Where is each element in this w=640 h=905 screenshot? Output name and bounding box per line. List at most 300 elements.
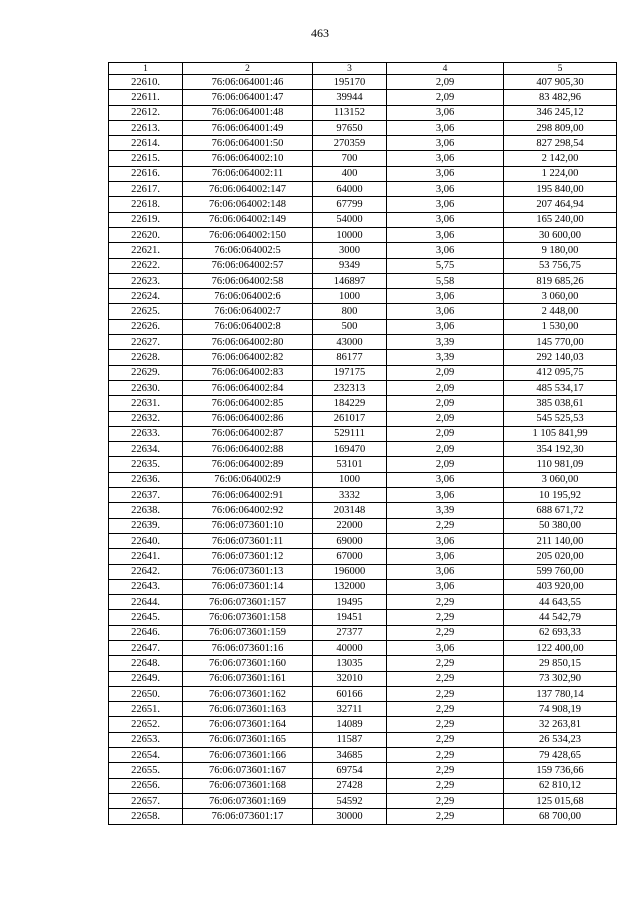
table-row — [109, 640, 617, 655]
table-cell: 3,06 — [387, 136, 504, 151]
table-cell: 122 400,00 — [504, 640, 617, 655]
table-cell: 22653. — [109, 732, 183, 747]
table-cell: 2,29 — [387, 671, 504, 686]
table-cell: 76:06:073601:13 — [183, 564, 313, 579]
table-cell: 22636. — [109, 472, 183, 487]
table-cell: 10 195,92 — [504, 488, 617, 503]
table-cell: 22647. — [109, 640, 183, 655]
table-cell: 86177 — [313, 350, 387, 365]
table-cell: 3 060,00 — [504, 289, 617, 304]
table-cell: 32010 — [313, 671, 387, 686]
table-cell: 22646. — [109, 625, 183, 640]
table-cell: 19451 — [313, 610, 387, 625]
table-cell: 40000 — [313, 640, 387, 655]
table-cell: 76:06:064002:86 — [183, 411, 313, 426]
table-cell: 3,06 — [387, 197, 504, 212]
table-cell: 14089 — [313, 717, 387, 732]
table-cell: 22639. — [109, 518, 183, 533]
table-cell: 76:06:064002:11 — [183, 166, 313, 181]
table-cell: 22628. — [109, 350, 183, 365]
table-cell: 22642. — [109, 564, 183, 579]
column-header: 1 — [109, 63, 183, 75]
table-row — [109, 518, 617, 533]
table-cell: 3,06 — [387, 472, 504, 487]
table-cell: 76:06:064002:88 — [183, 442, 313, 457]
table-cell: 2,29 — [387, 595, 504, 610]
table-row — [109, 120, 617, 135]
table-cell: 62 810,12 — [504, 778, 617, 793]
table-cell: 3,06 — [387, 120, 504, 135]
table-cell: 197175 — [313, 365, 387, 380]
table-cell: 137 780,14 — [504, 686, 617, 701]
table-cell: 22610. — [109, 75, 183, 90]
table-cell: 22618. — [109, 197, 183, 212]
table-row — [109, 227, 617, 242]
table-cell: 76:06:064002:58 — [183, 273, 313, 288]
table-row — [109, 289, 617, 304]
table-cell: 67000 — [313, 549, 387, 564]
table-cell: 165 240,00 — [504, 212, 617, 227]
table-cell: 76:06:073601:160 — [183, 656, 313, 671]
table-cell: 76:06:064002:149 — [183, 212, 313, 227]
table-cell: 22632. — [109, 411, 183, 426]
table-cell: 169470 — [313, 442, 387, 457]
table-cell: 76:06:064002:6 — [183, 289, 313, 304]
table-cell: 76:06:073601:159 — [183, 625, 313, 640]
table-cell: 688 671,72 — [504, 503, 617, 518]
table-cell: 800 — [313, 304, 387, 319]
table-cell: 22648. — [109, 656, 183, 671]
table-cell: 1 105 841,99 — [504, 426, 617, 441]
table-row — [109, 105, 617, 120]
table-cell: 76:06:064001:48 — [183, 105, 313, 120]
table-cell: 3,06 — [387, 105, 504, 120]
table-cell: 79 428,65 — [504, 748, 617, 763]
table-cell: 22638. — [109, 503, 183, 518]
table-cell: 529111 — [313, 426, 387, 441]
table-cell: 76:06:064002:57 — [183, 258, 313, 273]
table-row — [109, 579, 617, 594]
table-cell: 545 525,53 — [504, 411, 617, 426]
table-cell: 22619. — [109, 212, 183, 227]
table-cell: 22625. — [109, 304, 183, 319]
table-cell: 2,09 — [387, 442, 504, 457]
table-cell: 76:06:064002:85 — [183, 396, 313, 411]
table-cell: 5,58 — [387, 273, 504, 288]
table-cell: 3,06 — [387, 579, 504, 594]
table-cell: 29 850,15 — [504, 656, 617, 671]
table-cell: 3,06 — [387, 488, 504, 503]
table-cell: 26 534,23 — [504, 732, 617, 747]
table-cell: 1 530,00 — [504, 319, 617, 334]
table-row — [109, 533, 617, 548]
table-cell: 22655. — [109, 763, 183, 778]
table-cell: 3332 — [313, 488, 387, 503]
table-cell: 22649. — [109, 671, 183, 686]
table-cell: 3,39 — [387, 350, 504, 365]
table-cell: 3,06 — [387, 640, 504, 655]
table-cell: 22635. — [109, 457, 183, 472]
table-cell: 2,29 — [387, 748, 504, 763]
table-cell: 22612. — [109, 105, 183, 120]
header-row — [109, 63, 617, 75]
table-cell: 22614. — [109, 136, 183, 151]
table-cell: 22650. — [109, 686, 183, 701]
table-row — [109, 793, 617, 808]
table-cell: 22631. — [109, 396, 183, 411]
table-cell: 76:06:064002:147 — [183, 182, 313, 197]
table-cell: 2,29 — [387, 809, 504, 824]
table-cell: 22626. — [109, 319, 183, 334]
table-cell: 3,06 — [387, 151, 504, 166]
table-row — [109, 365, 617, 380]
table-row — [109, 258, 617, 273]
table-row — [109, 396, 617, 411]
table-cell: 76:06:073601:165 — [183, 732, 313, 747]
table-cell: 22627. — [109, 335, 183, 350]
table-row — [109, 335, 617, 350]
table-cell: 27428 — [313, 778, 387, 793]
table-cell: 76:06:064002:148 — [183, 197, 313, 212]
table-cell: 43000 — [313, 335, 387, 350]
table-row — [109, 457, 617, 472]
table-cell: 68 700,00 — [504, 809, 617, 824]
table-cell: 2,29 — [387, 717, 504, 732]
table-cell: 22613. — [109, 120, 183, 135]
table-cell: 76:06:064002:82 — [183, 350, 313, 365]
table-cell: 827 298,54 — [504, 136, 617, 151]
table-cell: 30000 — [313, 809, 387, 824]
table-cell: 2,09 — [387, 457, 504, 472]
table-cell: 22624. — [109, 289, 183, 304]
table-cell: 22641. — [109, 549, 183, 564]
table-cell: 76:06:073601:162 — [183, 686, 313, 701]
table-row — [109, 732, 617, 747]
table-cell: 50 380,00 — [504, 518, 617, 533]
table-row — [109, 273, 617, 288]
table-row — [109, 411, 617, 426]
table-cell: 19495 — [313, 595, 387, 610]
table-cell: 3,06 — [387, 564, 504, 579]
table-cell: 3,06 — [387, 319, 504, 334]
table-cell: 76:06:073601:12 — [183, 549, 313, 564]
table-cell: 3000 — [313, 243, 387, 258]
table-cell: 22630. — [109, 380, 183, 395]
table-cell: 2,29 — [387, 686, 504, 701]
column-header: 2 — [183, 63, 313, 75]
table-cell: 22640. — [109, 533, 183, 548]
table-row — [109, 610, 617, 625]
table-cell: 76:06:064001:50 — [183, 136, 313, 151]
table-body — [109, 75, 617, 825]
table-cell: 53 756,75 — [504, 258, 617, 273]
table-row — [109, 763, 617, 778]
table-row — [109, 778, 617, 793]
table-cell: 64000 — [313, 182, 387, 197]
table-row — [109, 75, 617, 90]
table-cell: 32711 — [313, 702, 387, 717]
table-cell: 22654. — [109, 748, 183, 763]
table-cell: 76:06:073601:167 — [183, 763, 313, 778]
table-row — [109, 319, 617, 334]
table-row — [109, 625, 617, 640]
table-row — [109, 166, 617, 181]
table-row — [109, 182, 617, 197]
table-cell: 113152 — [313, 105, 387, 120]
table-cell: 22637. — [109, 488, 183, 503]
table-cell: 819 685,26 — [504, 273, 617, 288]
table-cell: 346 245,12 — [504, 105, 617, 120]
table-cell: 2,09 — [387, 90, 504, 105]
table-cell: 39944 — [313, 90, 387, 105]
table-cell: 76:06:073601:168 — [183, 778, 313, 793]
table-cell: 76:06:073601:11 — [183, 533, 313, 548]
table-row — [109, 472, 617, 487]
table-cell: 76:06:064002:10 — [183, 151, 313, 166]
column-header: 3 — [313, 63, 387, 75]
table-cell: 2,09 — [387, 411, 504, 426]
table-cell: 76:06:073601:169 — [183, 793, 313, 808]
table-cell: 1 224,00 — [504, 166, 617, 181]
table-cell: 2,09 — [387, 426, 504, 441]
table-cell: 2,29 — [387, 793, 504, 808]
table-cell: 76:06:073601:164 — [183, 717, 313, 732]
table-row — [109, 503, 617, 518]
table-cell: 22644. — [109, 595, 183, 610]
table-cell: 69000 — [313, 533, 387, 548]
table-cell: 54592 — [313, 793, 387, 808]
table-cell: 76:06:073601:157 — [183, 595, 313, 610]
table-cell: 73 302,90 — [504, 671, 617, 686]
table-cell: 53101 — [313, 457, 387, 472]
table-cell: 3,06 — [387, 243, 504, 258]
table-cell: 22629. — [109, 365, 183, 380]
table-cell: 22620. — [109, 227, 183, 242]
table-row — [109, 488, 617, 503]
table-row — [109, 212, 617, 227]
table-cell: 159 736,66 — [504, 763, 617, 778]
table-cell: 2,09 — [387, 75, 504, 90]
table-cell: 69754 — [313, 763, 387, 778]
table-cell: 76:06:073601:161 — [183, 671, 313, 686]
table-cell: 22633. — [109, 426, 183, 441]
table-cell: 3,06 — [387, 289, 504, 304]
table-cell: 76:06:064002:84 — [183, 380, 313, 395]
table-cell: 3,06 — [387, 182, 504, 197]
table-cell: 76:06:064001:46 — [183, 75, 313, 90]
table-cell: 3,39 — [387, 335, 504, 350]
table-cell: 1000 — [313, 289, 387, 304]
table-cell: 3,06 — [387, 304, 504, 319]
table-cell: 110 981,09 — [504, 457, 617, 472]
table-cell: 34685 — [313, 748, 387, 763]
column-header: 4 — [387, 63, 504, 75]
table-cell: 83 482,96 — [504, 90, 617, 105]
table-cell: 22652. — [109, 717, 183, 732]
table-cell: 11587 — [313, 732, 387, 747]
table-cell: 76:06:073601:166 — [183, 748, 313, 763]
table-cell: 44 643,55 — [504, 595, 617, 610]
table-cell: 3,06 — [387, 549, 504, 564]
table-cell: 599 760,00 — [504, 564, 617, 579]
table-cell: 132000 — [313, 579, 387, 594]
table-cell: 74 908,19 — [504, 702, 617, 717]
data-table — [108, 62, 617, 825]
table-cell: 412 095,75 — [504, 365, 617, 380]
table-row — [109, 151, 617, 166]
table-cell: 2,09 — [387, 365, 504, 380]
table-cell: 196000 — [313, 564, 387, 579]
table-cell: 76:06:073601:16 — [183, 640, 313, 655]
table-row — [109, 197, 617, 212]
table-cell: 261017 — [313, 411, 387, 426]
table-cell: 97650 — [313, 120, 387, 135]
table-cell: 76:06:064001:49 — [183, 120, 313, 135]
table-row — [109, 90, 617, 105]
table-cell: 2,29 — [387, 610, 504, 625]
table-cell: 60166 — [313, 686, 387, 701]
table-cell: 22621. — [109, 243, 183, 258]
column-header: 5 — [504, 63, 617, 75]
table-cell: 3,06 — [387, 227, 504, 242]
table-cell: 2,09 — [387, 380, 504, 395]
page-number: 463 — [311, 26, 329, 40]
table-cell: 22634. — [109, 442, 183, 457]
table-row — [109, 671, 617, 686]
table-cell: 22622. — [109, 258, 183, 273]
table-cell: 700 — [313, 151, 387, 166]
table-cell: 195 840,00 — [504, 182, 617, 197]
table-row — [109, 656, 617, 671]
table-row — [109, 717, 617, 732]
table-cell: 354 192,30 — [504, 442, 617, 457]
table-cell: 2 142,00 — [504, 151, 617, 166]
table-cell: 32 263,81 — [504, 717, 617, 732]
table-cell: 232313 — [313, 380, 387, 395]
table-cell: 125 015,68 — [504, 793, 617, 808]
table-row — [109, 243, 617, 258]
table-cell: 9349 — [313, 258, 387, 273]
table-cell: 22656. — [109, 778, 183, 793]
table-cell: 30 600,00 — [504, 227, 617, 242]
table-cell: 76:06:064002:92 — [183, 503, 313, 518]
table-row — [109, 304, 617, 319]
table-cell: 3,06 — [387, 166, 504, 181]
table-cell: 22623. — [109, 273, 183, 288]
table-cell: 403 920,00 — [504, 579, 617, 594]
table-cell: 2,29 — [387, 763, 504, 778]
table-cell: 54000 — [313, 212, 387, 227]
table-cell: 195170 — [313, 75, 387, 90]
table-cell: 22645. — [109, 610, 183, 625]
table-cell: 76:06:073601:158 — [183, 610, 313, 625]
table-cell: 145 770,00 — [504, 335, 617, 350]
table-cell: 3 060,00 — [504, 472, 617, 487]
table-cell: 207 464,94 — [504, 197, 617, 212]
table-cell: 146897 — [313, 273, 387, 288]
table-row — [109, 442, 617, 457]
table-cell: 407 905,30 — [504, 75, 617, 90]
table-cell: 22616. — [109, 166, 183, 181]
table-cell: 76:06:064002:83 — [183, 365, 313, 380]
table-row — [109, 809, 617, 824]
table-cell: 22000 — [313, 518, 387, 533]
table-cell: 22643. — [109, 579, 183, 594]
table-cell: 2,29 — [387, 518, 504, 533]
table-cell: 3,06 — [387, 533, 504, 548]
table-cell: 76:06:064002:8 — [183, 319, 313, 334]
table-cell: 22651. — [109, 702, 183, 717]
table-row — [109, 686, 617, 701]
table-row — [109, 350, 617, 365]
table-cell: 76:06:064002:7 — [183, 304, 313, 319]
table-cell: 9 180,00 — [504, 243, 617, 258]
table-cell: 2,29 — [387, 656, 504, 671]
table-cell: 44 542,79 — [504, 610, 617, 625]
table-cell: 292 140,03 — [504, 350, 617, 365]
table-row — [109, 136, 617, 151]
table-cell: 22658. — [109, 809, 183, 824]
table-cell: 76:06:064002:9 — [183, 472, 313, 487]
table-row — [109, 426, 617, 441]
table-cell: 385 038,61 — [504, 396, 617, 411]
table-cell: 22615. — [109, 151, 183, 166]
table-cell: 3,06 — [387, 212, 504, 227]
table-cell: 1000 — [313, 472, 387, 487]
table-cell: 2,29 — [387, 625, 504, 640]
table-cell: 76:06:064002:91 — [183, 488, 313, 503]
table-cell: 500 — [313, 319, 387, 334]
table-row — [109, 748, 617, 763]
table-cell: 2 448,00 — [504, 304, 617, 319]
table-cell: 3,39 — [387, 503, 504, 518]
table-cell: 203148 — [313, 503, 387, 518]
table-cell: 298 809,00 — [504, 120, 617, 135]
table-cell: 2,09 — [387, 396, 504, 411]
table-cell: 22617. — [109, 182, 183, 197]
table-cell: 2,29 — [387, 732, 504, 747]
table-cell: 485 534,17 — [504, 380, 617, 395]
table-cell: 67799 — [313, 197, 387, 212]
table-row — [109, 549, 617, 564]
table-cell: 27377 — [313, 625, 387, 640]
table-cell: 76:06:073601:14 — [183, 579, 313, 594]
table-cell: 10000 — [313, 227, 387, 242]
table-row — [109, 595, 617, 610]
table-cell: 76:06:073601:17 — [183, 809, 313, 824]
table-cell: 76:06:064002:150 — [183, 227, 313, 242]
table-cell: 22657. — [109, 793, 183, 808]
table-cell: 76:06:073601:10 — [183, 518, 313, 533]
table-cell: 76:06:073601:163 — [183, 702, 313, 717]
table-cell: 13035 — [313, 656, 387, 671]
table-row — [109, 564, 617, 579]
table-cell: 205 020,00 — [504, 549, 617, 564]
table-cell: 2,29 — [387, 778, 504, 793]
table-cell: 76:06:064002:87 — [183, 426, 313, 441]
table-row — [109, 380, 617, 395]
table-cell: 270359 — [313, 136, 387, 151]
table-cell: 76:06:064002:89 — [183, 457, 313, 472]
table-cell: 76:06:064002:5 — [183, 243, 313, 258]
table-cell: 22611. — [109, 90, 183, 105]
table-cell: 2,29 — [387, 702, 504, 717]
table-cell: 62 693,33 — [504, 625, 617, 640]
table-cell: 5,75 — [387, 258, 504, 273]
table-cell: 76:06:064002:80 — [183, 335, 313, 350]
table-cell: 76:06:064001:47 — [183, 90, 313, 105]
table-cell: 211 140,00 — [504, 533, 617, 548]
